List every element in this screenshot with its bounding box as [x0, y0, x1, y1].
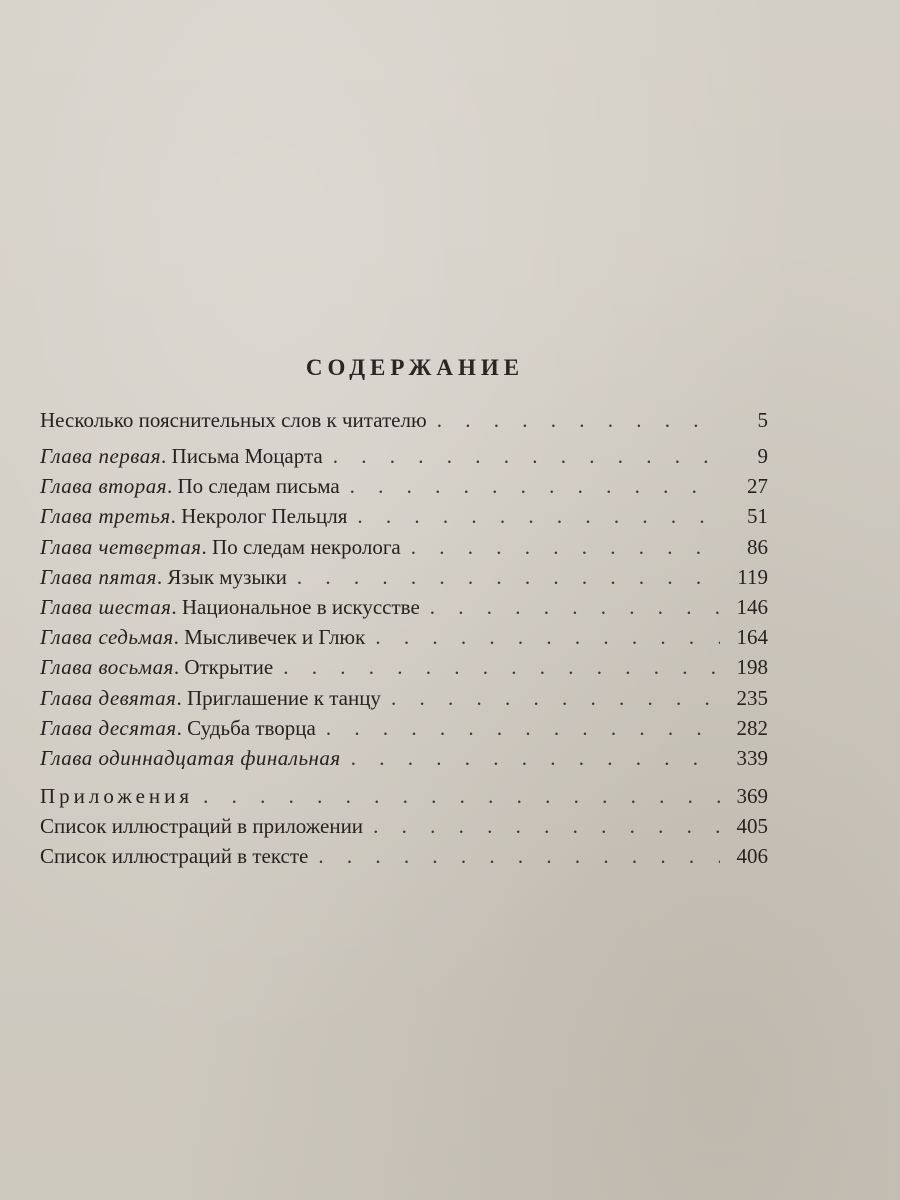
- entry-page-number: 282: [736, 715, 768, 740]
- dot-leader: [318, 841, 720, 871]
- chapter-prefix: Глава десятая: [40, 715, 177, 740]
- toc-entry-chapter: [40, 592, 768, 622]
- entry-label: Список иллюстраций в приложении: [40, 814, 364, 839]
- entry-page-number: 86: [747, 534, 768, 559]
- dot-leader: [375, 622, 720, 652]
- dot-leader: [437, 405, 720, 435]
- entry-page-number: 119: [737, 564, 768, 589]
- entry-page-number: 9: [757, 444, 768, 468]
- chapter-prefix: Глава восьмая: [40, 655, 174, 680]
- dot-leader: [351, 743, 720, 773]
- entry-label: Список иллюстраций в тексте: [40, 844, 309, 869]
- entry-label: Глава девятая. Приглашение к танцу: [40, 685, 381, 710]
- appendix-list: [40, 781, 768, 871]
- entry-label: Глава пятая. Язык музыки: [40, 564, 287, 589]
- toc-entry-chapter: [40, 501, 768, 531]
- chapter-prefix: Глава первая: [40, 444, 162, 468]
- entry-label: Приложения: [40, 784, 194, 809]
- toc-entry-chapter: [40, 652, 768, 682]
- chapter-title: По следам некролога: [212, 534, 401, 559]
- chapter-title: Язык музыки: [167, 564, 287, 589]
- entry-label: Глава третья. Некролог Пельцля: [40, 504, 348, 529]
- chapter-title: Судьба творца: [187, 715, 316, 740]
- chapter-list: [40, 441, 768, 773]
- entry-label: Глава седьмая. Мысливечек и Глюк: [40, 625, 366, 650]
- toc-entry-chapter: [40, 562, 768, 592]
- entry-page-number: 5: [757, 408, 768, 432]
- entry-label: Глава вторая. По следам письма: [40, 474, 340, 499]
- dot-leader: [373, 811, 720, 841]
- chapter-title: Открытие: [184, 655, 274, 680]
- chapter-prefix: Глава одиннадцатая финальная: [40, 746, 341, 771]
- dot-leader: [326, 713, 720, 743]
- dot-leader: [297, 562, 720, 592]
- dot-leader: [350, 471, 720, 501]
- dot-leader: [391, 683, 720, 713]
- chapter-title: По следам письма: [177, 474, 340, 499]
- toc-entry-chapter: [40, 441, 768, 471]
- entry-page-number: 369: [736, 784, 768, 809]
- toc-entry-appendix: [40, 781, 768, 811]
- toc-title: СОДЕРЖАНИЕ: [305, 355, 525, 380]
- chapter-title: Письма Моцарта: [171, 444, 323, 468]
- entry-page-number: 164: [736, 625, 768, 650]
- dot-leader: [333, 441, 720, 471]
- dot-leader: [411, 532, 720, 562]
- entry-page-number: 27: [747, 474, 768, 499]
- chapter-prefix: Глава девятая: [40, 685, 177, 710]
- entry-page-number: 405: [736, 814, 768, 839]
- chapter-title: Национальное в искусстве: [181, 595, 420, 620]
- chapter-title: Приглашение к танцу: [186, 685, 381, 710]
- toc-entry-chapter: [40, 622, 768, 652]
- entry-label: Глава восьмая. Открытие: [40, 655, 274, 680]
- entry-label: Несколько пояснительных слов к читателю: [40, 408, 427, 432]
- table-of-contents: [40, 355, 768, 871]
- entry-label: [40, 743, 341, 773]
- toc-entry-chapter: [40, 471, 768, 501]
- toc-entry-chapter: [40, 743, 768, 773]
- entry-page-number: 51: [747, 504, 768, 529]
- entry-label: Глава четвертая. По следам некролога: [40, 534, 401, 559]
- toc-entry-chapter: [40, 683, 768, 713]
- entry-page-number: 339: [736, 746, 768, 771]
- chapter-prefix: Глава пятая: [40, 564, 157, 589]
- entry-page-number: 146: [736, 595, 768, 620]
- toc-entry-appendix: [40, 841, 768, 871]
- dot-leader: [357, 501, 720, 531]
- chapter-prefix: Глава шестая: [40, 595, 172, 620]
- chapter-prefix: Глава четвертая: [40, 534, 202, 559]
- chapter-prefix: Глава вторая: [40, 474, 168, 499]
- dot-leader: [203, 781, 720, 811]
- entry-label: Глава первая. Письма Моцарта: [40, 444, 323, 468]
- dot-leader: [283, 652, 720, 682]
- entry-page-number: 235: [736, 685, 768, 710]
- toc-entry-chapter: [40, 713, 768, 743]
- dot-leader: [430, 592, 720, 622]
- entry-label: Глава десятая. Судьба творца: [40, 715, 316, 740]
- entry-page-number: 198: [736, 655, 768, 680]
- entry-label: Глава шестая. Национальное в искусстве: [40, 595, 420, 620]
- toc-entry-appendix: [40, 811, 768, 841]
- chapter-title: Некролог Пельцля: [181, 504, 348, 529]
- toc-entry-chapter: [40, 532, 768, 562]
- chapter-prefix: Глава третья: [40, 504, 171, 529]
- entry-page-number: 406: [736, 844, 768, 869]
- chapter-title: Мысливечек и Глюк: [184, 625, 366, 650]
- chapter-prefix: Глава седьмая: [40, 625, 174, 650]
- toc-entry-intro: [40, 405, 768, 435]
